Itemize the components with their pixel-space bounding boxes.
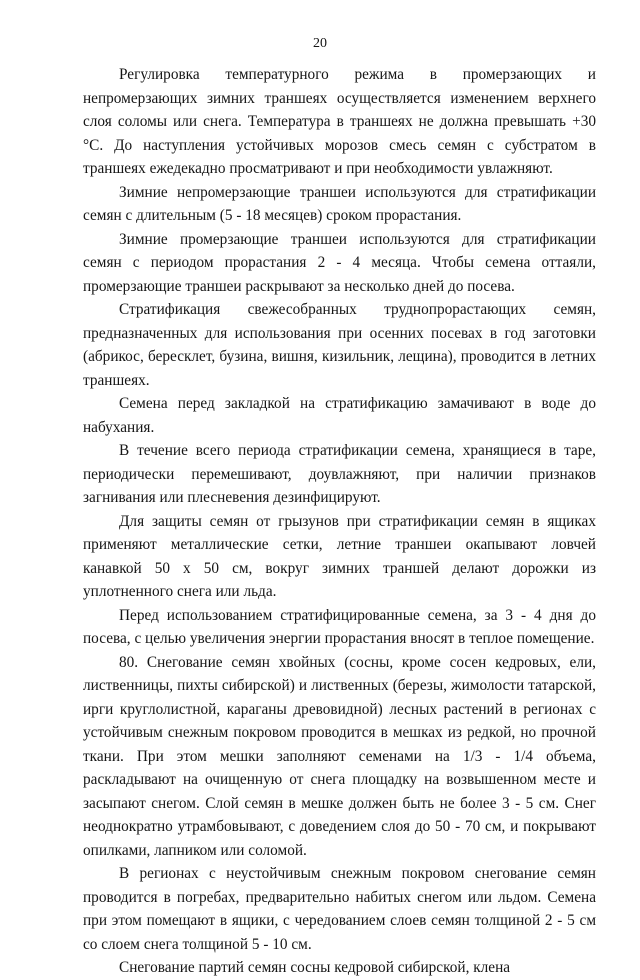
paragraph-fresh-seed-stratification: Стратификация свежесобранных труднопрорастающих семян, предназначенных для использования при осенних посевах в год заготовки (абрикос, бересклет, бузина, вишня, кизильник, лещина), проводится в летних траншеях.: [83, 301, 596, 389]
paragraph-seed-soaking: Семена перед закладкой на стратификацию замачивают в воде до набухания.: [83, 395, 596, 436]
paragraph-pre-sowing-warming: Перед использованием стратифицированные семена, за 3 - 4 дня до посева, с целью увеличения энергии прорастания вносят в теплое помещение.: [83, 606, 596, 647]
page-number: 20: [313, 36, 327, 51]
paragraph-winter-nonfreezing-trenches: Зимние непромерзающие траншеи используются для стратификации семян с длительным (5 - 18 месяцев) сроком прорастания.: [83, 183, 596, 224]
document-body: [83, 63, 596, 980]
paragraph-rodent-protection: Для защиты семян от грызунов при стратификации семян в ящиках применяют металлические сетки, летние траншеи окапывают ловчей канавкой 50 х 50 см, вокруг зимних траншей делают дорожки из уплотненного снега или льда.: [83, 512, 596, 600]
paragraph-item-80-snowing: 80. Снегование семян хвойных (сосны, кроме сосен кедровых, ели, лиственницы, пихты сибирской) и лиственных (березы, жимолости татарской, ирги круглолистной, караганы древовидной) лесных растений в регионах с устойчивым снежным покровом проводится в мешках из редкой, но прочной ткани. При этом мешки заполняют семенами на 1/3 - 1/4 объема, раскладывают на очищенную от снега площадку на возвышенном месте и засыпают снегом. Слой семян в мешке должен быть не более 3 - 5 см. Снег неоднократно утрамбовывают, с доведением слоя до 50 - 70 см, и покрывают опилками, лапником или соломой.: [83, 653, 596, 859]
paragraph-winter-freezing-trenches: Зимние промерзающие траншеи используются для стратификации семян с периодом прорастания 2 - 4 месяца. Чтобы семена оттаяли, промерзающие траншеи раскрывают за несколько дней до посева.: [83, 230, 596, 295]
paragraph-seed-mixing: В течение всего периода стратификации семена, хранящиеся в таре, периодически перемешивают, доувлажняют, при наличии признаков загнивания или плесневения дезинфицируют.: [83, 442, 596, 506]
paragraph-cedar-maple-snowing: Снегование партий семян сосны кедровой сибирской, клена: [119, 959, 511, 976]
paragraph-temperature-regulation: Регулировка температурного режима в промерзающих и непромерзающих зимних траншеях осуществляется изменением верхнего слоя соломы или снега. Температура в траншеях не должна превышать +30 °С. До наступления устойчивых морозов смесь семян с субстратом в траншеях ежедекадно просматривают и при необходимости увлажняют.: [83, 66, 596, 177]
paragraph-unstable-snow-regions: В регионах с неустойчивым снежным покровом снегование семян проводится в погребах, предварительно набитых снегом или льдом. Семена при этом помещают в ящики, с чередованием слоев семян толщиной 2 - 5 см со слоем снега толщиной 5 - 10 см.: [83, 865, 596, 953]
